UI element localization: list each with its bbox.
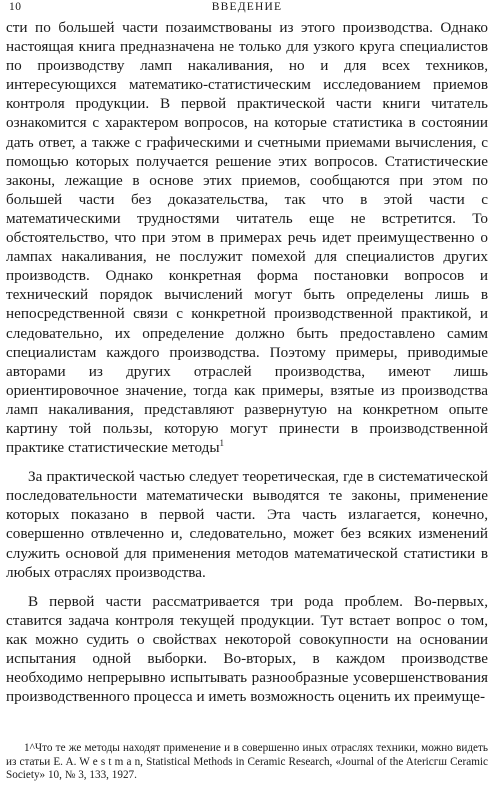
paragraph: За практической частью следует теоретическая, где в систематической последовательности математически выводятся те законы, применение которых показано в первой части. Эта часть излагается, конечно, совершенно отвлеченно и, следовательно, может без всяких изменений служить основой для применения методов математической статистики в любых отраслях производства. [6,468,488,581]
running-head [6,0,488,18]
paragraph-continued [6,18,488,457]
paragraph: В первой части рассматривается три рода проблем. Во-первых, ставится задача контроля текущей продукции. Тут встает вопрос о том, как можно судить о свойствах некоторой совокупности на основании испытания одной выборки. Во-вторых, в каждом производстве необходимо непрерывно испытывать разнообразные усовершенствования производственного процесса и иметь возможность оценить их преимуще- [6,592,488,706]
footnote-reference[interactable]: 1 [219,438,225,448]
footnote: 1^Что те же методы находят применение и в совершенно иных отраслях техники, можно видеть из статьи E. A. W e s t m a n, Statistical Methods in Ceramic Research, «Journal of the Atericгш Ceramic Society» 10, № 3, 133, 1927. [6,742,488,782]
body-text [6,18,488,706]
page-number: 10 [9,1,22,13]
paragraph-text: сти по большей части позаимствованы из этого производства. Однако настоящая книга предназначена не только для узкого круга специалистов по производству ламп накаливания, но и для всех техников, интересующихся математико-статистическим исследованием приемов контроля продукции. В первой практической части книги читатель ознакомится с характером вопросов, на которые статистика в состоянии дать ответ, а также с графическими и счетными приемами вычисления, с помощью которых получается решение этих вопросов. Статистические законы, лежащие в основе этих приемов, сообщаются при этом по большей части без доказательства, так что в этой части с математическими трудностями читатель еще не встретится. То обстоятельство, что при этом в примерах речь идет преимущественно о лампах накаливания, не послужит помехой для специалистов других производств. Однако конкретная форма постановки вопросов и технический порядок вычислений могут быть определены лишь в непосредственной связи с конкретной производственной практикой, и следовательно, их определение должно быть предоставлено самим специалистам каждого производства. Поэтому примеры, приводимые авторами из других отраслей производства, имеют лишь ориентировочное значение, тогда как примеры, взятые из производства ламп накаливания, представляют развернутую на конкретном опыте картину той пользы, которую могут принести в производственной практике статистические методы [6,19,488,457]
running-title: ВВЕДЕНИЕ [211,1,283,13]
footnotes [6,742,488,783]
